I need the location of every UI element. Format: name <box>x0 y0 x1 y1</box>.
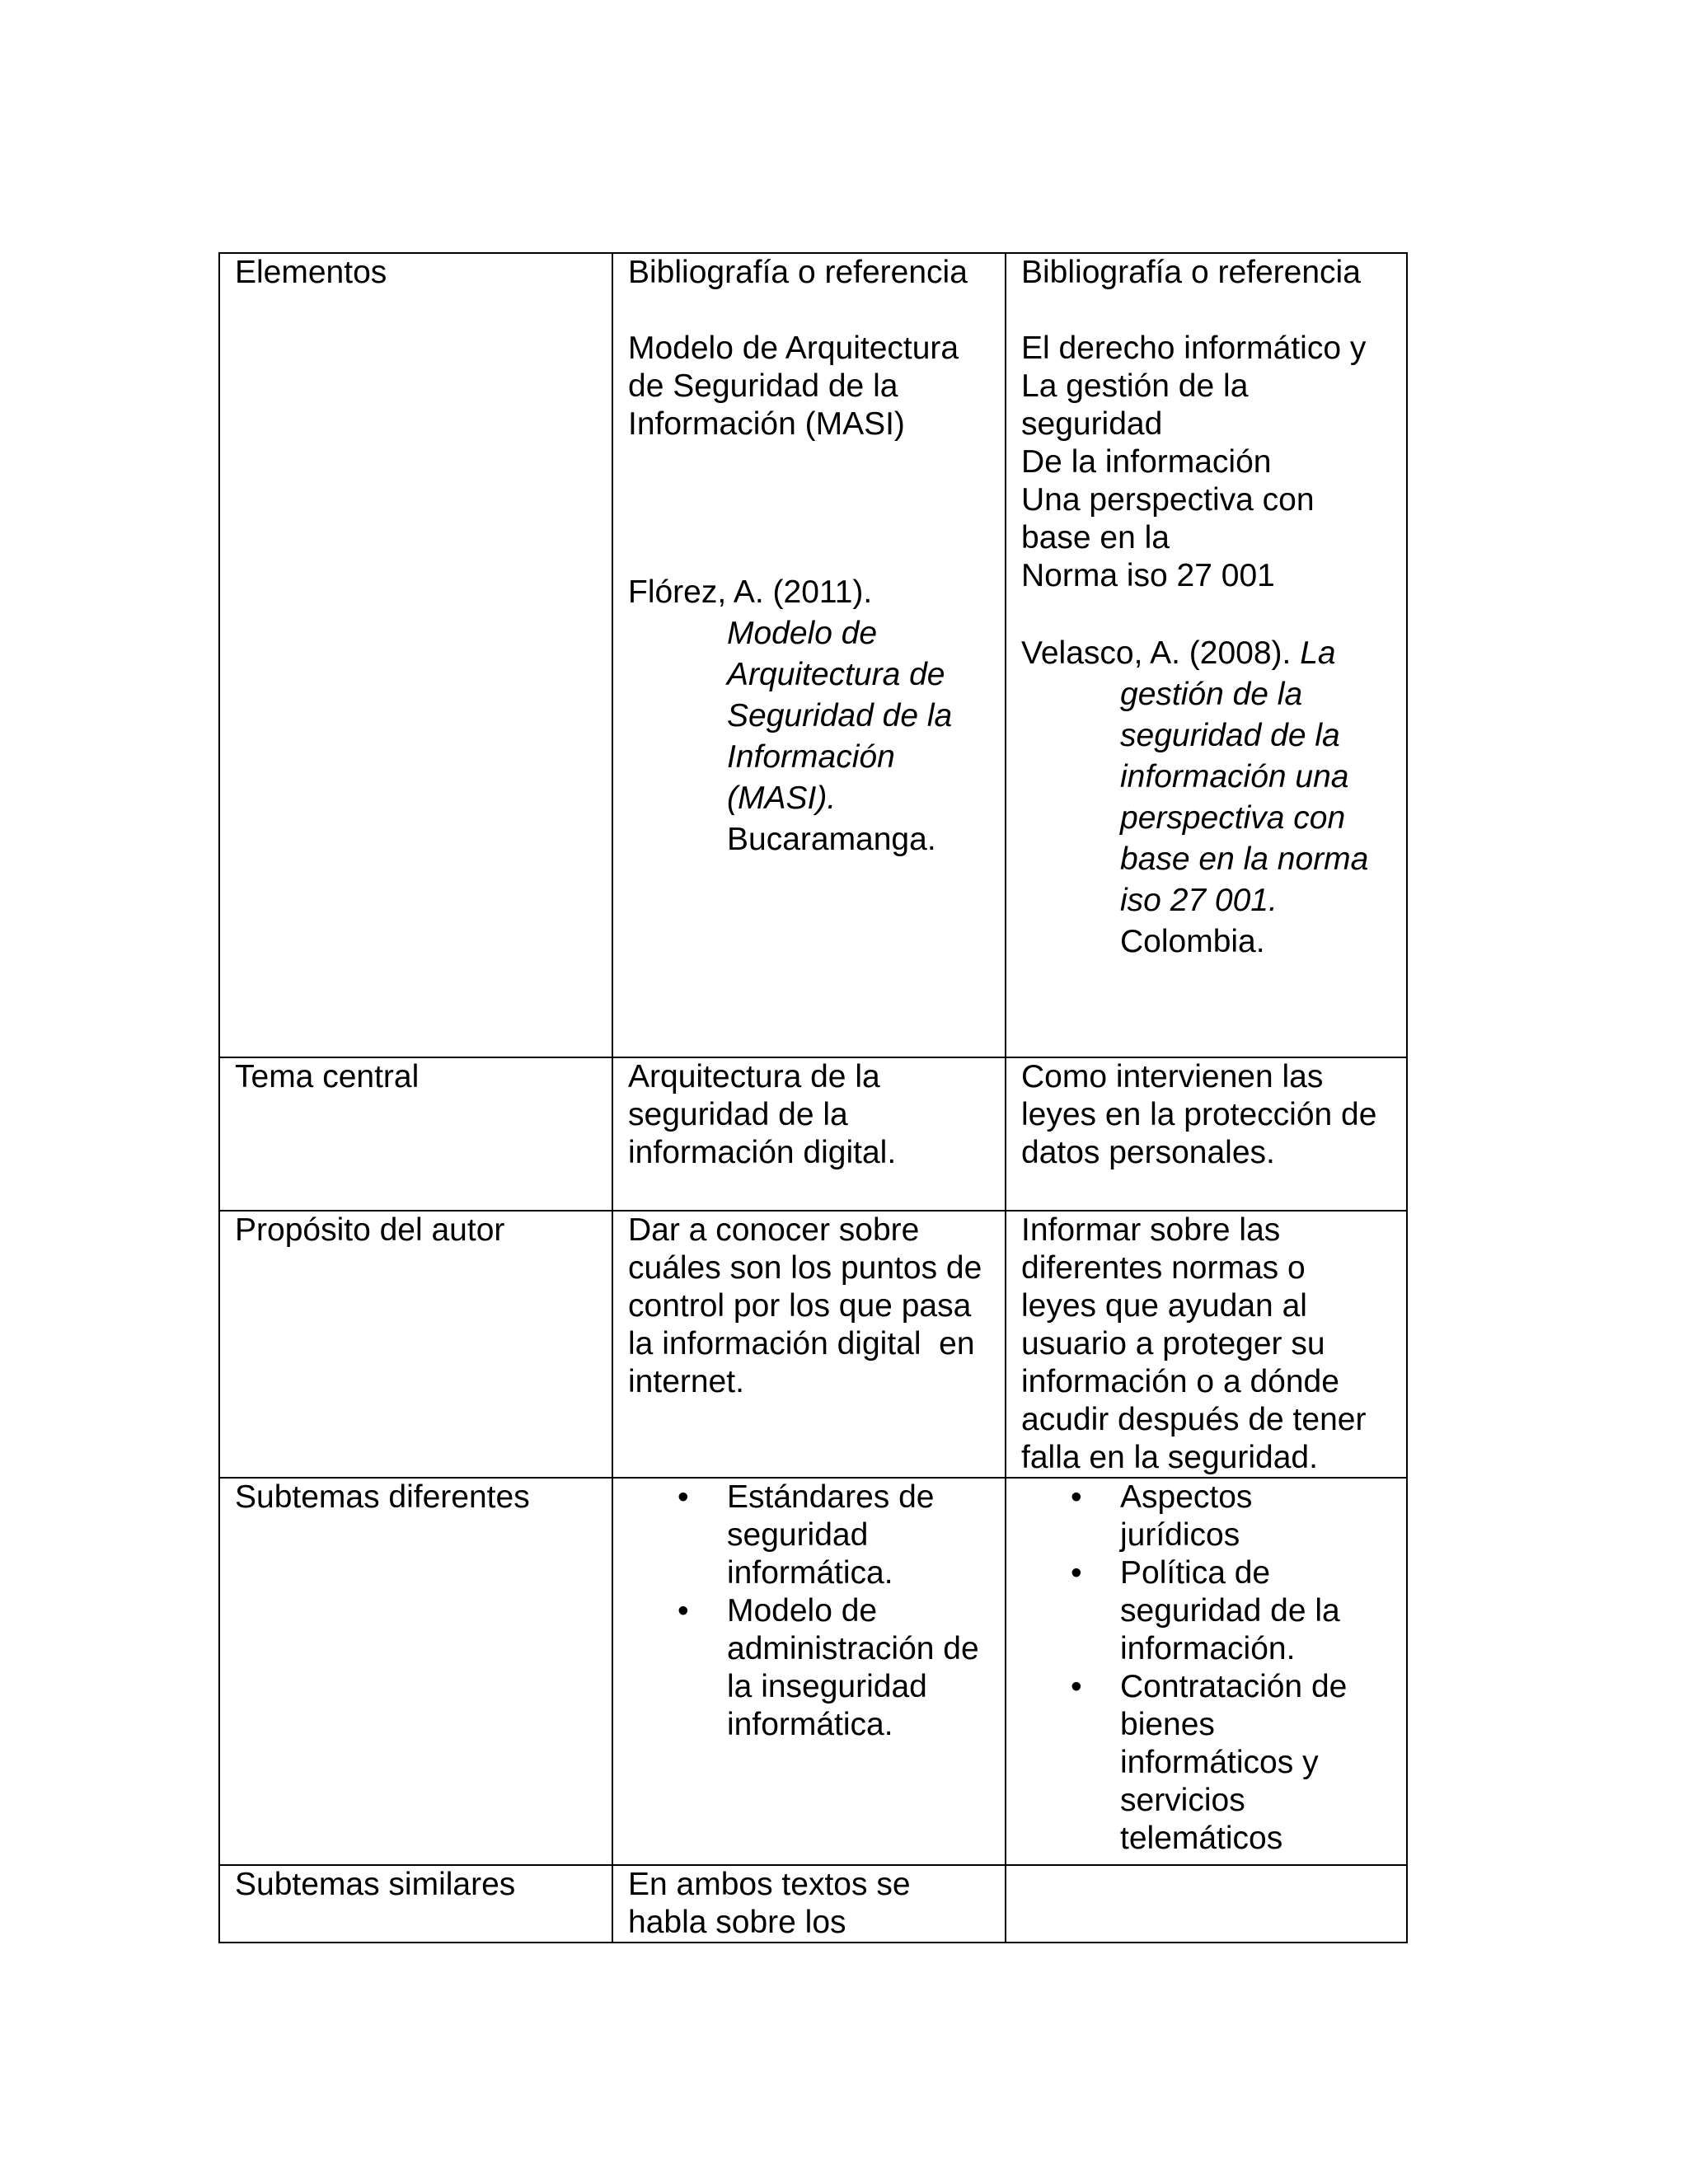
text-line: usuario a proteger su <box>1021 1326 1325 1361</box>
list-item <box>1021 1479 1391 1554</box>
bullet-list <box>628 1479 990 1744</box>
cell-elementos <box>219 253 612 1057</box>
table-row-subtemas-similares <box>219 1865 1407 1943</box>
text-line: Estándares de <box>727 1479 935 1515</box>
table-row-subtemas-diferentes <box>219 1478 1407 1865</box>
bullet-list <box>1021 1479 1391 1858</box>
text-line: información o a dónde <box>1021 1364 1339 1399</box>
cell-subtemas-dif-col2 <box>612 1478 1006 1865</box>
ref2-citation-place: Colombia. <box>1120 924 1265 959</box>
ref1-citation-title: Información <box>727 739 895 775</box>
table-row-proposito <box>219 1211 1407 1478</box>
cell-tema-col2 <box>612 1057 1006 1211</box>
bullet-icon: • <box>1071 1669 1082 1704</box>
ref1-citation-title: Arquitectura de <box>727 657 945 692</box>
bullet-icon: • <box>1071 1555 1082 1591</box>
text-line: seguridad de la <box>1120 1593 1340 1629</box>
text-line: seguridad de la <box>628 1097 848 1132</box>
cell-reference-1 <box>612 253 1006 1057</box>
cell-tema-col3 <box>1006 1057 1407 1211</box>
ref1-title-line: Información (MASI) <box>628 406 905 442</box>
ref1-citation <box>628 572 990 860</box>
text-line: datos personales. <box>1021 1135 1275 1170</box>
text-line: leyes en la protección de <box>1021 1097 1377 1132</box>
ref1-citation-title: Seguridad de la <box>727 698 953 733</box>
text-line: Contratación de <box>1120 1669 1348 1704</box>
table-row-references <box>219 253 1407 1057</box>
text-line: Arquitectura de la <box>628 1059 880 1094</box>
ref2-title-line: Norma iso 27 001 <box>1021 558 1275 593</box>
text-line: diferentes normas o <box>1021 1250 1306 1286</box>
cell-proposito-col2 <box>612 1211 1006 1478</box>
text-line: información. <box>1120 1631 1296 1666</box>
text-line: Aspectos <box>1120 1479 1253 1515</box>
list-item <box>628 1592 990 1744</box>
cell-subtemas-dif-col3 <box>1006 1478 1407 1865</box>
row-label <box>219 1865 612 1943</box>
cell-subtemas-sim-col3 <box>1006 1865 1407 1943</box>
ref2-title-line: Una perspectiva con <box>1021 482 1315 518</box>
ref2-citation-author: Velasco, A. (2008). <box>1021 635 1292 671</box>
ref2-title-line: De la información <box>1021 444 1272 480</box>
bullet-icon: • <box>678 1479 689 1515</box>
ref1-citation-author: Flórez, A. (2011). <box>628 574 873 610</box>
text-line: la información digital en <box>628 1326 975 1361</box>
cell-proposito-col3 <box>1006 1211 1407 1478</box>
text-line: habla sobre los <box>628 1905 846 1940</box>
ref2-citation-title: perspectiva con <box>1120 800 1346 836</box>
text-line: Política de <box>1120 1555 1271 1591</box>
ref1-citation-title: Modelo de <box>727 616 878 651</box>
ref1-title-line: de Seguridad de la <box>628 368 898 404</box>
text-line: administración de <box>727 1631 979 1666</box>
ref2-citation-title-first: La <box>1300 635 1336 671</box>
comparison-table <box>218 252 1408 1943</box>
ref2-citation <box>1021 633 1391 963</box>
ref2-title-line: La gestión de la <box>1021 368 1249 404</box>
label-tema-central: Tema central <box>235 1059 420 1094</box>
text-line: seguridad <box>727 1517 869 1553</box>
ref2-citation-title: información una <box>1120 759 1349 794</box>
header-elementos: Elementos <box>235 255 387 290</box>
ref2-citation-title: base en la norma <box>1120 841 1369 877</box>
label-subtemas-diferentes: Subtemas diferentes <box>235 1479 530 1515</box>
ref1-citation-place: Bucaramanga. <box>727 822 936 857</box>
list-item <box>628 1479 990 1592</box>
text-line: informática. <box>727 1555 893 1591</box>
text-line: falla en la seguridad. <box>1021 1440 1318 1475</box>
row-label <box>219 1478 612 1865</box>
row-label <box>219 1211 612 1478</box>
ref2-citation-title: iso 27 001. <box>1120 883 1278 918</box>
ref2-title-line: base en la <box>1021 520 1170 555</box>
list-item <box>1021 1668 1391 1858</box>
text-line: acudir después de tener <box>1021 1402 1367 1437</box>
label-proposito: Propósito del autor <box>235 1212 505 1248</box>
ref1-title-line: Modelo de Arquitectura <box>628 330 959 366</box>
text-line: telemáticos <box>1120 1821 1283 1856</box>
ref2-title-line: seguridad <box>1021 406 1163 442</box>
cell-reference-2 <box>1006 253 1407 1057</box>
cell-subtemas-sim-col2 <box>612 1865 1006 1943</box>
ref2-citation-title: seguridad de la <box>1120 718 1340 753</box>
text-line: control por los que pasa <box>628 1288 972 1324</box>
label-subtemas-similares: Subtemas similares <box>235 1867 516 1902</box>
text-line: internet. <box>628 1364 744 1399</box>
header-bibliografia-1: Bibliografía o referencia <box>628 255 968 290</box>
ref2-citation-title: gestión de la <box>1120 677 1303 712</box>
row-label <box>219 1057 612 1211</box>
text-line: cuáles son los puntos de <box>628 1250 982 1286</box>
text-line: Como intervienen las <box>1021 1059 1324 1094</box>
text-line: leyes que ayudan al <box>1021 1288 1307 1324</box>
text-line: Informar sobre las <box>1021 1212 1281 1248</box>
text-line: bienes <box>1120 1707 1215 1742</box>
header-bibliografia-2: Bibliografía o referencia <box>1021 255 1361 290</box>
text-line: Dar a conocer sobre <box>628 1212 920 1248</box>
bullet-icon: • <box>1071 1479 1082 1515</box>
text-line: servicios <box>1120 1783 1245 1818</box>
text-line: informática. <box>727 1707 893 1742</box>
text-line: Modelo de <box>727 1593 878 1629</box>
list-item <box>1021 1554 1391 1668</box>
table-row-tema-central <box>219 1057 1407 1211</box>
text-line: jurídicos <box>1120 1517 1240 1553</box>
text-line: informáticos y <box>1120 1745 1319 1780</box>
ref1-citation-title: (MASI). <box>727 780 837 816</box>
text-line: la inseguridad <box>727 1669 927 1704</box>
ref2-title-line: El derecho informático y <box>1021 330 1367 366</box>
bullet-icon: • <box>678 1593 689 1629</box>
text-line: En ambos textos se <box>628 1867 911 1902</box>
text-line: información digital. <box>628 1135 897 1170</box>
